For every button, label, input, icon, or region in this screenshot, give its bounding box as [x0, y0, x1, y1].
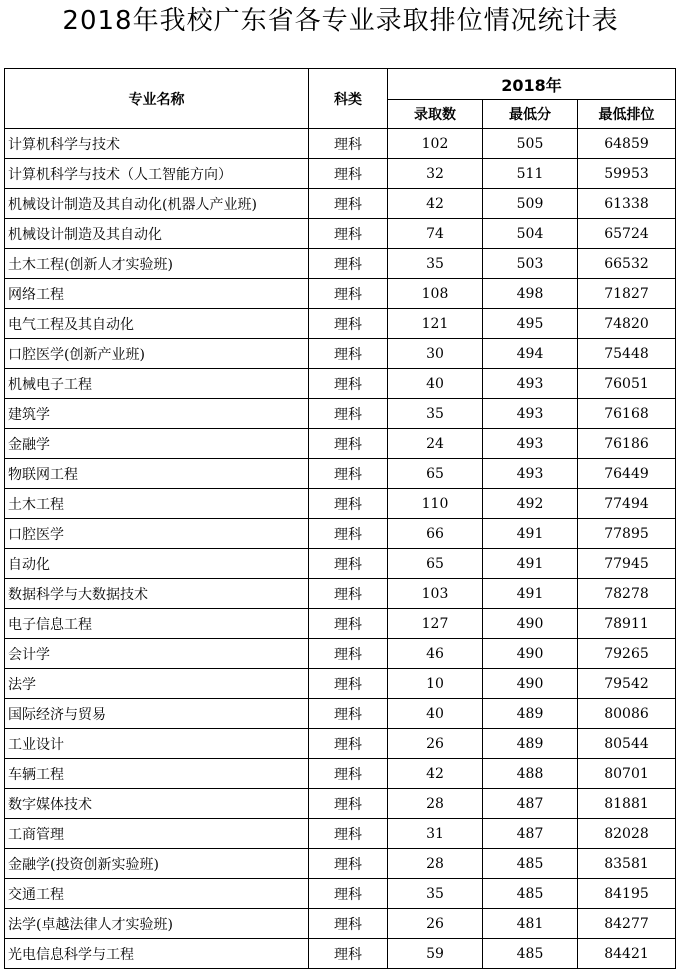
min-rank-cell: 65724: [578, 219, 676, 249]
header-year: 2018年: [388, 69, 676, 100]
admitted-cell: 30: [388, 339, 483, 369]
table-row: [5, 339, 676, 369]
category-cell: 理科: [309, 729, 388, 759]
category-cell: 理科: [309, 219, 388, 249]
min-score-cell: 494: [483, 339, 578, 369]
header-major: 专业名称: [5, 69, 309, 129]
admitted-cell: 46: [388, 639, 483, 669]
category-cell: 理科: [309, 249, 388, 279]
major-cell: 国际经济与贸易: [5, 699, 309, 729]
major-cell: 电子信息工程: [5, 609, 309, 639]
min-score-cell: 493: [483, 399, 578, 429]
category-cell: 理科: [309, 699, 388, 729]
table-row: [5, 849, 676, 879]
min-rank-cell: 61338: [578, 189, 676, 219]
major-cell: 计算机科学与技术（人工智能方向）: [5, 159, 309, 189]
min-rank-cell: 81881: [578, 789, 676, 819]
min-score-cell: 505: [483, 129, 578, 159]
min-rank-cell: 76449: [578, 459, 676, 489]
min-score-cell: 487: [483, 819, 578, 849]
table-row: [5, 549, 676, 579]
category-cell: 理科: [309, 579, 388, 609]
min-rank-cell: 84277: [578, 909, 676, 939]
min-rank-cell: 83581: [578, 849, 676, 879]
min-score-cell: 491: [483, 519, 578, 549]
min-rank-cell: 78911: [578, 609, 676, 639]
major-cell: 工业设计: [5, 729, 309, 759]
admitted-cell: 121: [388, 309, 483, 339]
category-cell: 理科: [309, 669, 388, 699]
table-row: [5, 249, 676, 279]
major-cell: 交通工程: [5, 879, 309, 909]
major-cell: 计算机科学与技术: [5, 129, 309, 159]
admitted-cell: 10: [388, 669, 483, 699]
major-cell: 土木工程: [5, 489, 309, 519]
min-score-cell: 490: [483, 669, 578, 699]
table-row: [5, 639, 676, 669]
table-row: [5, 369, 676, 399]
header-min-score: 最低分: [483, 100, 578, 129]
admitted-cell: 110: [388, 489, 483, 519]
category-cell: 理科: [309, 819, 388, 849]
major-cell: 数据科学与大数据技术: [5, 579, 309, 609]
table-row: [5, 729, 676, 759]
admitted-cell: 24: [388, 429, 483, 459]
min-score-cell: 485: [483, 879, 578, 909]
min-score-cell: 498: [483, 279, 578, 309]
admitted-cell: 35: [388, 249, 483, 279]
category-cell: 理科: [309, 879, 388, 909]
major-cell: 土木工程(创新人才实验班): [5, 249, 309, 279]
table-row: [5, 909, 676, 939]
admitted-cell: 74: [388, 219, 483, 249]
table-row: [5, 459, 676, 489]
admitted-cell: 26: [388, 729, 483, 759]
min-score-cell: 481: [483, 909, 578, 939]
table-row: [5, 519, 676, 549]
admitted-cell: 42: [388, 759, 483, 789]
min-rank-cell: 71827: [578, 279, 676, 309]
min-rank-cell: 80701: [578, 759, 676, 789]
table-row: [5, 489, 676, 519]
category-cell: 理科: [309, 429, 388, 459]
admitted-cell: 35: [388, 879, 483, 909]
major-cell: 机械电子工程: [5, 369, 309, 399]
min-score-cell: 493: [483, 459, 578, 489]
admitted-cell: 102: [388, 129, 483, 159]
min-rank-cell: 77895: [578, 519, 676, 549]
category-cell: 理科: [309, 789, 388, 819]
min-score-cell: 503: [483, 249, 578, 279]
table-row: [5, 399, 676, 429]
category-cell: 理科: [309, 849, 388, 879]
major-cell: 车辆工程: [5, 759, 309, 789]
table-row: [5, 219, 676, 249]
major-cell: 法学: [5, 669, 309, 699]
major-cell: 物联网工程: [5, 459, 309, 489]
table-row: [5, 429, 676, 459]
major-cell: 法学(卓越法律人才实验班): [5, 909, 309, 939]
category-cell: 理科: [309, 519, 388, 549]
min-score-cell: 492: [483, 489, 578, 519]
table-row: [5, 159, 676, 189]
category-cell: 理科: [309, 279, 388, 309]
table-row: [5, 579, 676, 609]
major-cell: 电气工程及其自动化: [5, 309, 309, 339]
admitted-cell: 66: [388, 519, 483, 549]
admitted-cell: 65: [388, 459, 483, 489]
major-cell: 口腔医学: [5, 519, 309, 549]
min-rank-cell: 76051: [578, 369, 676, 399]
min-rank-cell: 77494: [578, 489, 676, 519]
category-cell: 理科: [309, 939, 388, 969]
category-cell: 理科: [309, 369, 388, 399]
min-rank-cell: 59953: [578, 159, 676, 189]
category-cell: 理科: [309, 459, 388, 489]
table-row: [5, 759, 676, 789]
admitted-cell: 26: [388, 909, 483, 939]
category-cell: 理科: [309, 339, 388, 369]
admitted-cell: 40: [388, 699, 483, 729]
category-cell: 理科: [309, 489, 388, 519]
table-row: [5, 819, 676, 849]
min-score-cell: 488: [483, 759, 578, 789]
min-rank-cell: 80086: [578, 699, 676, 729]
category-cell: 理科: [309, 309, 388, 339]
min-score-cell: 485: [483, 939, 578, 969]
admitted-cell: 32: [388, 159, 483, 189]
min-rank-cell: 64859: [578, 129, 676, 159]
min-score-cell: 489: [483, 699, 578, 729]
min-rank-cell: 79542: [578, 669, 676, 699]
min-rank-cell: 76186: [578, 429, 676, 459]
min-score-cell: 495: [483, 309, 578, 339]
table-row: [5, 279, 676, 309]
major-cell: 数字媒体技术: [5, 789, 309, 819]
table-row: [5, 309, 676, 339]
min-score-cell: 491: [483, 579, 578, 609]
min-score-cell: 509: [483, 189, 578, 219]
min-score-cell: 491: [483, 549, 578, 579]
min-rank-cell: 76168: [578, 399, 676, 429]
table-row: [5, 879, 676, 909]
admitted-cell: 127: [388, 609, 483, 639]
min-score-cell: 485: [483, 849, 578, 879]
major-cell: 自动化: [5, 549, 309, 579]
major-cell: 网络工程: [5, 279, 309, 309]
min-rank-cell: 74820: [578, 309, 676, 339]
min-rank-cell: 66532: [578, 249, 676, 279]
admitted-cell: 42: [388, 189, 483, 219]
major-cell: 机械设计制造及其自动化: [5, 219, 309, 249]
min-rank-cell: 77945: [578, 549, 676, 579]
admission-table: [4, 68, 676, 969]
min-rank-cell: 82028: [578, 819, 676, 849]
min-score-cell: 493: [483, 369, 578, 399]
table-row: [5, 609, 676, 639]
min-score-cell: 511: [483, 159, 578, 189]
major-cell: 工商管理: [5, 819, 309, 849]
category-cell: 理科: [309, 909, 388, 939]
header-min-rank: 最低排位: [578, 100, 676, 129]
table-row: [5, 939, 676, 969]
admitted-cell: 40: [388, 369, 483, 399]
admitted-cell: 31: [388, 819, 483, 849]
min-rank-cell: 78278: [578, 579, 676, 609]
admitted-cell: 65: [388, 549, 483, 579]
table-body: [5, 129, 676, 969]
page-title: 2018年我校广东省各专业录取排位情况统计表: [62, 6, 619, 36]
min-rank-cell: 75448: [578, 339, 676, 369]
min-score-cell: 490: [483, 639, 578, 669]
category-cell: 理科: [309, 189, 388, 219]
min-score-cell: 487: [483, 789, 578, 819]
admitted-cell: 28: [388, 849, 483, 879]
min-rank-cell: 79265: [578, 639, 676, 669]
admitted-cell: 108: [388, 279, 483, 309]
category-cell: 理科: [309, 549, 388, 579]
table-row: [5, 189, 676, 219]
min-rank-cell: 80544: [578, 729, 676, 759]
category-cell: 理科: [309, 759, 388, 789]
table-row: [5, 789, 676, 819]
major-cell: 建筑学: [5, 399, 309, 429]
category-cell: 理科: [309, 639, 388, 669]
header-category: 科类: [309, 69, 388, 129]
major-cell: 光电信息科学与工程: [5, 939, 309, 969]
category-cell: 理科: [309, 399, 388, 429]
table-row: [5, 669, 676, 699]
min-score-cell: 490: [483, 609, 578, 639]
admitted-cell: 103: [388, 579, 483, 609]
admitted-cell: 28: [388, 789, 483, 819]
category-cell: 理科: [309, 159, 388, 189]
category-cell: 理科: [309, 609, 388, 639]
table-row: [5, 699, 676, 729]
major-cell: 机械设计制造及其自动化(机器人产业班): [5, 189, 309, 219]
major-cell: 金融学(投资创新实验班): [5, 849, 309, 879]
min-rank-cell: 84195: [578, 879, 676, 909]
min-score-cell: 504: [483, 219, 578, 249]
major-cell: 金融学: [5, 429, 309, 459]
min-score-cell: 489: [483, 729, 578, 759]
header-admitted: 录取数: [388, 100, 483, 129]
admitted-cell: 59: [388, 939, 483, 969]
major-cell: 会计学: [5, 639, 309, 669]
admitted-cell: 35: [388, 399, 483, 429]
min-rank-cell: 84421: [578, 939, 676, 969]
min-score-cell: 493: [483, 429, 578, 459]
category-cell: 理科: [309, 129, 388, 159]
table-row: [5, 129, 676, 159]
major-cell: 口腔医学(创新产业班): [5, 339, 309, 369]
